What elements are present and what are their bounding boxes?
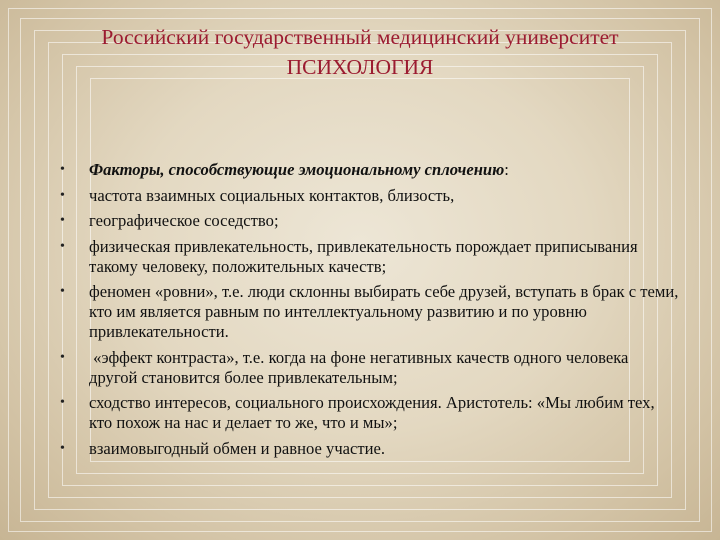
list-item xyxy=(60,186,680,206)
list-item-text: взаимовыгодный обмен и равное участие. xyxy=(89,438,386,458)
bullet-list xyxy=(60,160,680,464)
slide-title xyxy=(20,22,700,82)
list-item-text: частота взаимных социальных контактов, близость, xyxy=(89,185,455,205)
list-item-text: физическая привлекательность, привлекательность порождает приписывания такому человеку, положительных качеств; xyxy=(89,236,638,276)
list-item xyxy=(60,393,680,433)
bullet-icon: • xyxy=(60,187,65,203)
list-item-text: феномен «ровни», т.е. люди склонны выбирать себе друзей, вступать в брак с теми, кто им является равным по интеллектуальному развитию и по уровню привлекательности. xyxy=(89,282,679,341)
heading-text: Факторы, способствующие эмоциональному сплочению xyxy=(89,160,505,179)
university-name: Российский государственный медицинский университет xyxy=(101,25,619,49)
list-item xyxy=(60,439,680,459)
list-item xyxy=(60,211,680,231)
heading-suffix: : xyxy=(504,160,509,179)
bullet-icon: • xyxy=(60,440,65,456)
list-item-text: сходство интересов, социального происхождения. Аристотель: «Мы любим тех, кто похож на нас и делает то же, что и мы»; xyxy=(89,393,655,432)
subject-name: ПСИХОЛОГИЯ xyxy=(286,55,434,79)
list-item-heading xyxy=(60,160,680,180)
list-item-text: географическое соседство; xyxy=(89,211,279,230)
list-item xyxy=(60,348,680,388)
bullet-icon: • xyxy=(60,395,65,410)
list-item xyxy=(60,237,680,277)
bullet-icon: • xyxy=(60,238,65,254)
bullet-icon: • xyxy=(60,284,65,299)
bullet-icon: • xyxy=(60,162,65,177)
bullet-icon: • xyxy=(60,213,65,228)
list-item-text: «эффект контраста», т.е. когда на фоне негативных качеств одного человека другой становится более привлекательным; xyxy=(89,347,633,387)
heading-text-wrapper xyxy=(89,160,680,180)
list-item xyxy=(60,282,680,342)
bullet-icon: • xyxy=(60,349,65,365)
